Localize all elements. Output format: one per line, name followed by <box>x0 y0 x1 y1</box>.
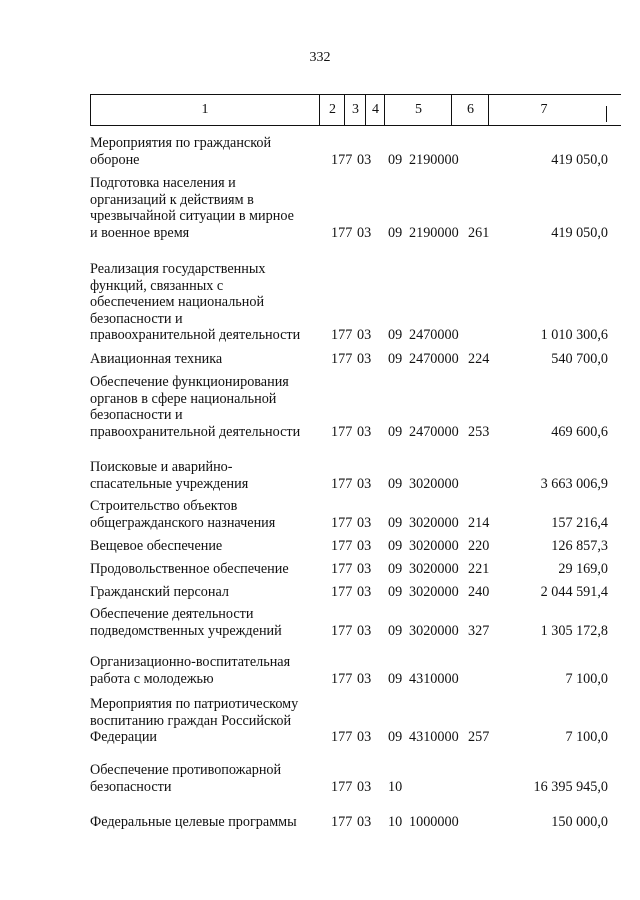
header-right-edge <box>606 106 607 122</box>
row-name-line: общегражданского назначения <box>90 514 276 531</box>
row-name-line: работа с молодежью <box>90 670 214 687</box>
cell-amount: 29 169,0 <box>558 561 608 577</box>
cell-col-4: 09 <box>388 622 403 639</box>
cell-col-6: 257 <box>468 729 490 745</box>
cell-col-5: 3020000 <box>409 561 459 577</box>
row-name-line: безопасности <box>90 778 172 795</box>
row-name <box>90 175 330 241</box>
cell-col-5: 2190000 <box>409 151 459 168</box>
table-row <box>0 351 640 368</box>
cell-col-2: 177 <box>331 622 353 639</box>
cell-col-4: 09 <box>388 584 403 600</box>
cell-col-6: 253 <box>468 423 490 440</box>
cell-amount: 540 700,0 <box>551 351 608 367</box>
cell-col-2: 177 <box>331 670 353 687</box>
cell-col-6: 261 <box>468 224 490 241</box>
row-name-line: чрезвычайной ситуации в мирное <box>90 208 294 224</box>
cell-col-3: 03 <box>357 351 372 367</box>
cell-amount: 3 663 006,9 <box>540 475 608 492</box>
row-name-line: Гражданский персонал <box>90 584 229 600</box>
row-name-line: Обеспечение деятельности <box>90 606 254 622</box>
table-header <box>90 94 621 126</box>
row-name <box>90 584 330 601</box>
cell-amount: 2 044 591,4 <box>540 584 608 600</box>
row-name-line: Подготовка населения и <box>90 175 236 191</box>
cell-col-2: 177 <box>331 224 353 241</box>
cell-col-2: 177 <box>331 151 353 168</box>
table-row <box>0 374 640 440</box>
cell-col-6: 224 <box>468 351 490 367</box>
row-name <box>90 654 330 687</box>
row-name-line: правоохранительной деятельности <box>90 327 301 343</box>
table-row <box>0 696 640 746</box>
cell-col-2: 177 <box>331 814 353 830</box>
cell-col-5: 4310000 <box>409 670 459 687</box>
cell-col-6: 240 <box>468 584 490 600</box>
cell-col-2: 177 <box>331 351 353 367</box>
cell-col-5: 3020000 <box>409 514 459 531</box>
cell-amount: 16 395 945,0 <box>533 778 608 795</box>
cell-col-3: 03 <box>357 538 372 554</box>
cell-amount: 419 050,0 <box>551 151 608 168</box>
page-number: 332 <box>309 50 331 65</box>
cell-col-5: 3020000 <box>409 538 459 554</box>
cell-col-2: 177 <box>331 729 353 745</box>
table-row <box>0 762 640 795</box>
row-name-line: обеспечением национальной <box>90 294 265 310</box>
cell-amount: 469 600,6 <box>551 423 608 440</box>
header-col-6: 6 <box>451 95 489 125</box>
cell-col-3: 03 <box>357 475 372 492</box>
cell-col-4: 09 <box>388 151 403 168</box>
cell-amount: 126 857,3 <box>551 538 608 554</box>
row-name <box>90 459 330 492</box>
cell-col-3: 03 <box>357 151 372 168</box>
cell-col-2: 177 <box>331 475 353 492</box>
cell-col-4: 09 <box>388 729 403 745</box>
row-name-line: безопасности и <box>90 310 183 327</box>
cell-col-4: 09 <box>388 561 403 577</box>
cell-col-3: 03 <box>357 778 372 795</box>
row-name-line: Федерации <box>90 729 158 745</box>
cell-col-3: 03 <box>357 622 372 639</box>
table-row <box>0 606 640 639</box>
cell-col-2: 177 <box>331 327 353 343</box>
row-name-line: Федеральные целевые программы <box>90 814 297 830</box>
row-name-line: Обеспечение функционирования <box>90 374 289 390</box>
cell-col-5: 3020000 <box>409 622 459 639</box>
table-row <box>0 814 640 831</box>
row-name <box>90 374 330 440</box>
cell-amount: 157 216,4 <box>551 514 608 531</box>
cell-col-6: 214 <box>468 514 490 531</box>
cell-col-5: 3020000 <box>409 584 459 600</box>
row-name-line: функций, связанных с <box>90 277 224 294</box>
table-row <box>0 561 640 578</box>
row-name-line: Организационно-воспитательная <box>90 654 291 670</box>
row-name <box>90 261 330 344</box>
row-name <box>90 135 330 168</box>
row-name <box>90 498 330 531</box>
row-name-line: Реализация государственных <box>90 261 266 277</box>
row-name-line: и военное время <box>90 224 190 241</box>
table-row <box>0 261 640 344</box>
row-name-line: правоохранительной деятельности <box>90 423 301 440</box>
row-name <box>90 606 330 639</box>
cell-amount: 7 100,0 <box>565 670 608 687</box>
cell-col-4: 09 <box>388 351 403 367</box>
cell-col-4: 09 <box>388 670 403 687</box>
row-name-line: безопасности и <box>90 407 183 423</box>
row-name-line: организаций к действиям в <box>90 191 254 208</box>
cell-amount: 150 000,0 <box>551 814 608 830</box>
cell-col-5: 2470000 <box>409 327 459 343</box>
row-name-line: Мероприятия по гражданской <box>90 135 272 151</box>
header-col-5: 5 <box>384 95 452 125</box>
cell-col-4: 09 <box>388 224 403 241</box>
row-name <box>90 762 330 795</box>
row-name-line: Строительство объектов <box>90 498 238 514</box>
cell-col-5: 3020000 <box>409 475 459 492</box>
row-name <box>90 814 330 831</box>
cell-col-3: 03 <box>357 224 372 241</box>
cell-col-6: 327 <box>468 622 490 639</box>
cell-col-5: 4310000 <box>409 729 459 745</box>
cell-col-3: 03 <box>357 423 372 440</box>
header-col-3: 3 <box>344 95 366 125</box>
row-name-line: обороне <box>90 151 140 168</box>
cell-col-6: 221 <box>468 561 490 577</box>
cell-col-4: 09 <box>388 514 403 531</box>
cell-col-2: 177 <box>331 584 353 600</box>
cell-col-4: 09 <box>388 538 403 554</box>
row-name-line: Вещевое обеспечение <box>90 538 223 554</box>
cell-col-3: 03 <box>357 814 372 830</box>
cell-col-5: 1000000 <box>409 814 459 830</box>
table-row <box>0 584 640 601</box>
row-name-line: Продовольственное обеспечение <box>90 561 289 577</box>
row-name-line: спасательные учреждения <box>90 475 249 492</box>
row-name-line: органов в сфере национальной <box>90 390 277 407</box>
cell-col-3: 03 <box>357 670 372 687</box>
table-row <box>0 175 640 241</box>
row-name-line: подведомственных учреждений <box>90 622 282 639</box>
header-col-7: 7 <box>488 95 599 125</box>
table-row <box>0 459 640 492</box>
header-col-1: 1 <box>201 102 209 117</box>
header-col-2: 2 <box>319 95 345 125</box>
table-row <box>0 135 640 168</box>
cell-col-5: 2470000 <box>409 351 459 367</box>
cell-col-4: 10 <box>388 814 403 830</box>
cell-col-5: 2190000 <box>409 224 459 241</box>
row-name-line: воспитанию граждан Российской <box>90 712 292 729</box>
table-row <box>0 538 640 555</box>
cell-amount: 419 050,0 <box>551 224 608 241</box>
cell-col-2: 177 <box>331 561 353 577</box>
row-name <box>90 696 330 746</box>
row-name <box>90 561 330 578</box>
cell-col-2: 177 <box>331 514 353 531</box>
cell-amount: 1 305 172,8 <box>540 622 608 639</box>
row-name-line: Мероприятия по патриотическому <box>90 696 299 712</box>
row-name <box>90 538 330 555</box>
table-row <box>0 654 640 687</box>
row-name-line: Обеспечение противопожарной <box>90 762 282 778</box>
cell-col-5: 2470000 <box>409 423 459 440</box>
cell-col-2: 177 <box>331 538 353 554</box>
cell-col-4: 09 <box>388 327 403 343</box>
cell-col-4: 09 <box>388 423 403 440</box>
cell-col-4: 10 <box>388 778 403 795</box>
cell-col-4: 09 <box>388 475 403 492</box>
table-row <box>0 498 640 531</box>
cell-col-3: 03 <box>357 561 372 577</box>
cell-col-3: 03 <box>357 514 372 531</box>
row-name-line: Авиационная техника <box>90 351 223 367</box>
row-name <box>90 351 330 368</box>
cell-col-3: 03 <box>357 729 372 745</box>
cell-col-6: 220 <box>468 538 490 554</box>
header-col-4: 4 <box>365 95 385 125</box>
cell-amount: 1 010 300,6 <box>540 327 608 343</box>
cell-col-3: 03 <box>357 327 372 343</box>
cell-col-2: 177 <box>331 778 353 795</box>
cell-col-2: 177 <box>331 423 353 440</box>
cell-col-3: 03 <box>357 584 372 600</box>
row-name-line: Поисковые и аварийно- <box>90 459 233 475</box>
cell-amount: 7 100,0 <box>565 729 608 745</box>
